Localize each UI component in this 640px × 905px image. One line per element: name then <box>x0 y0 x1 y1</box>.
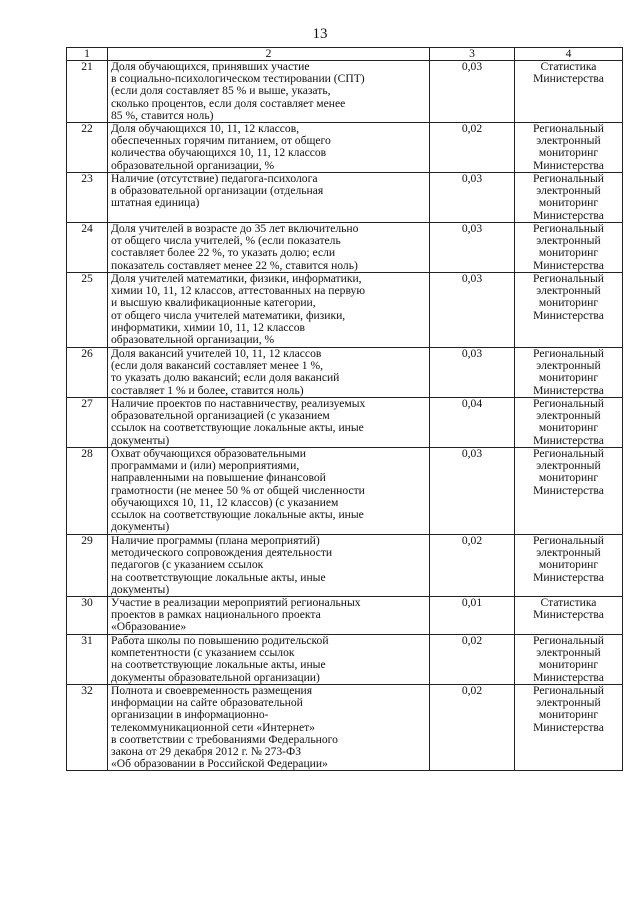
table-row <box>67 61 623 123</box>
indicator-description: Полнота и своевременность размещения информации на сайте образовательной организации в информационно- телекоммуникационной сети «Интернет» в соответствии с требованиями Федерального закона от 29 декабря 2012 г. № 273-ФЗ «Об образовании в Российской Федерации» <box>108 685 430 771</box>
data-source: Статистика Министерства <box>515 61 623 123</box>
indicator-description: Доля обучающихся 10, 11, 12 классов, обеспеченных горячим питанием, от общего количества обучающихся 10, 11, 12 классов образовательной организации, % <box>108 123 430 173</box>
indicator-weight: 0,03 <box>430 173 515 223</box>
data-source: Статистика Министерства <box>515 597 623 635</box>
column-header-1: 1 <box>67 48 108 61</box>
indicator-description: Доля вакансий учителей 10, 11, 12 классов (если доля вакансий составляет менее 1 %, то указать долю вакансий; если доля вакансий составляет 1 % и более, ставится ноль) <box>108 348 430 398</box>
row-number: 23 <box>67 173 108 223</box>
indicator-description: Доля обучающихся, принявших участие в социально-психологическом тестировании (СПТ) (если доля составляет 85 % и выше, указать, сколько процентов, если доля составляет менее 85 %, ставится ноль) <box>108 61 430 123</box>
row-number: 30 <box>67 597 108 635</box>
data-source: Региональный электронный мониторинг Министерства <box>515 173 623 223</box>
indicator-weight: 0,02 <box>430 635 515 685</box>
data-source: Региональный электронный мониторинг Министерства <box>515 348 623 398</box>
table-row <box>67 173 623 223</box>
indicator-weight: 0,01 <box>430 597 515 635</box>
row-number: 22 <box>67 123 108 173</box>
table-row <box>67 635 623 685</box>
indicator-description: Охват обучающихся образовательными программами и (или) мероприятиями, направленными на повышение финансовой грамотности (не менее 50 % от общей численности обучающихся 10, 11, 12 классов) (с указанием ссылок на соответствующие локальные акты, иные документы) <box>108 448 430 535</box>
row-number: 32 <box>67 685 108 771</box>
table-row <box>67 597 623 635</box>
data-source: Региональный электронный мониторинг Министерства <box>515 448 623 535</box>
indicator-description: Доля учителей в возрасте до 35 лет включительно от общего числа учителей, % (если показатель составляет более 22 %, то указать долю; если показатель составляет менее 22 %, ставится ноль) <box>108 223 430 273</box>
table-header <box>67 48 623 61</box>
column-header-4: 4 <box>515 48 623 61</box>
table-row <box>67 273 623 348</box>
data-source: Региональный электронный мониторинг Министерства <box>515 635 623 685</box>
row-number: 24 <box>67 223 108 273</box>
row-number: 26 <box>67 348 108 398</box>
indicator-description: Доля учителей математики, физики, информатики, химии 10, 11, 12 классов, аттестованных на первую и высшую квалификационные категории, от общего числа учителей математики, физики, информатики, химии 10, 11, 12 классов образовательной организации, % <box>108 273 430 348</box>
table-row <box>67 348 623 398</box>
row-number: 21 <box>67 61 108 123</box>
row-number: 31 <box>67 635 108 685</box>
data-source: Региональный электронный мониторинг Министерства <box>515 273 623 348</box>
row-number: 27 <box>67 398 108 448</box>
indicator-weight: 0,04 <box>430 398 515 448</box>
table-row <box>67 398 623 448</box>
page-number: 13 <box>312 26 328 42</box>
column-header-3: 3 <box>430 48 515 61</box>
indicator-weight: 0,02 <box>430 123 515 173</box>
table-row <box>67 685 623 771</box>
data-source: Региональный электронный мониторинг Министерства <box>515 123 623 173</box>
indicator-weight: 0,03 <box>430 348 515 398</box>
data-source: Региональный электронный мониторинг Министерства <box>515 398 623 448</box>
table-body <box>67 61 623 771</box>
row-number: 25 <box>67 273 108 348</box>
row-number: 29 <box>67 535 108 597</box>
data-source: Региональный электронный мониторинг Министерства <box>515 685 623 771</box>
indicator-description: Наличие (отсутствие) педагога-психолога в образовательной организации (отдельная штатная единица) <box>108 173 430 223</box>
table-row <box>67 448 623 535</box>
table-row <box>67 223 623 273</box>
indicator-weight: 0,02 <box>430 685 515 771</box>
header-row <box>67 48 623 61</box>
row-number: 28 <box>67 448 108 535</box>
indicator-weight: 0,03 <box>430 61 515 123</box>
data-source: Региональный электронный мониторинг Министерства <box>515 535 623 597</box>
column-header-2: 2 <box>108 48 430 61</box>
indicator-description: Работа школы по повышению родительской компетентности (с указанием ссылок на соответствующие локальные акты, иные документы образовательной организации) <box>108 635 430 685</box>
data-source: Региональный электронный мониторинг Министерства <box>515 223 623 273</box>
indicator-description: Наличие проектов по наставничеству, реализуемых образовательной организацией (с указанием ссылок на соответствующие локальные акты, иные документы) <box>108 398 430 448</box>
table-row <box>67 123 623 173</box>
indicator-weight: 0,03 <box>430 223 515 273</box>
indicator-description: Участие в реализации мероприятий региональных проектов в рамках национального проекта «Образование» <box>108 597 430 635</box>
indicator-description: Наличие программы (плана мероприятий) методического сопровождения деятельности педагогов (с указанием ссылок на соответствующие локальные акты, иные документы) <box>108 535 430 597</box>
indicators-table <box>66 47 623 771</box>
table-row <box>67 535 623 597</box>
indicator-weight: 0,03 <box>430 448 515 535</box>
indicator-weight: 0,02 <box>430 535 515 597</box>
indicator-weight: 0,03 <box>430 273 515 348</box>
